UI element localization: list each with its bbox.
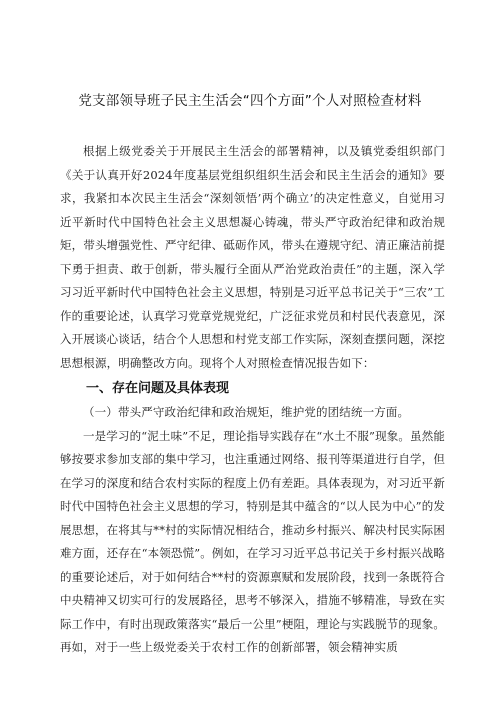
subsection-heading: （一）带头严守政治纪律和政治规矩，维护党的团结统一方面。 [83, 405, 410, 419]
section-heading: 一、存在问题及具体表现 [86, 381, 230, 396]
intro-paragraph: 根据上级党委关于开展民主生活会的部署精神，以及镇党委组织部门《关于认真开好2024年度基层党组织组织生活会和民主生活会的通知》要求，我紧扣本次民主生活会“深刻领悟’两个确立’的决定性意义，自觉用习近平新时代中国特色社会主义思想凝心铸魂，带头严守政治纪律和政治规矩，带头增强党性、严守纪律、砥砺作风，带头在遵规守纪、清正廉洁前提下勇于担责、敢于创新，带头履行全面从严治党政治责任”的主题，深入学习习近平新时代中国特色社会主义思想，特别是习近平总书记关于“三农”工作的重要论述，认真学习党章党规党纪，广泛征求党员和村民代表意见，深入开展谈心谈话，结合个人思想和村党支部工作实际，深刻查摆问题，深挖思想根源，明确整改方向。现将个人对照检查情况报告如下： [60, 144, 445, 370]
body-paragraph: 一是学习的“泥土味”不足，理论指导实践存在“水土不服”现象。虽然能够按要求参加支部的集中学习，也注重通过网络、报刊等渠道进行自学，但在学习的深度和结合农村实际的程度上仍有差距。具体表现为，对习近平新时代中国特色社会主义思想的学习，特别是其中蕴含的“以人民为中心”的发展思想，在将其与**村的实际情况相结合，推动乡村振兴、解决村民实际困难方面，还存在“本领恐慌”。例如，在学习习近平总书记关于乡村振兴战略的重要论述后，对于如何结合**村的资源禀赋和发展阶段，找到一条既符合中央精神又切实可行的发展路径，思考不够深入，措施不够精准，导致在实际工作中，有时出现政策落实“最后一公里”梗阻，理论与实践脱节的现象。再如，对于一些上级党委关于农村工作的创新部署，领会精神实质 [60, 428, 445, 654]
document-title: 党支部领导班子民主生活会“四个方面”个人对照检查材料 [78, 93, 422, 109]
document-body [60, 140, 445, 660]
